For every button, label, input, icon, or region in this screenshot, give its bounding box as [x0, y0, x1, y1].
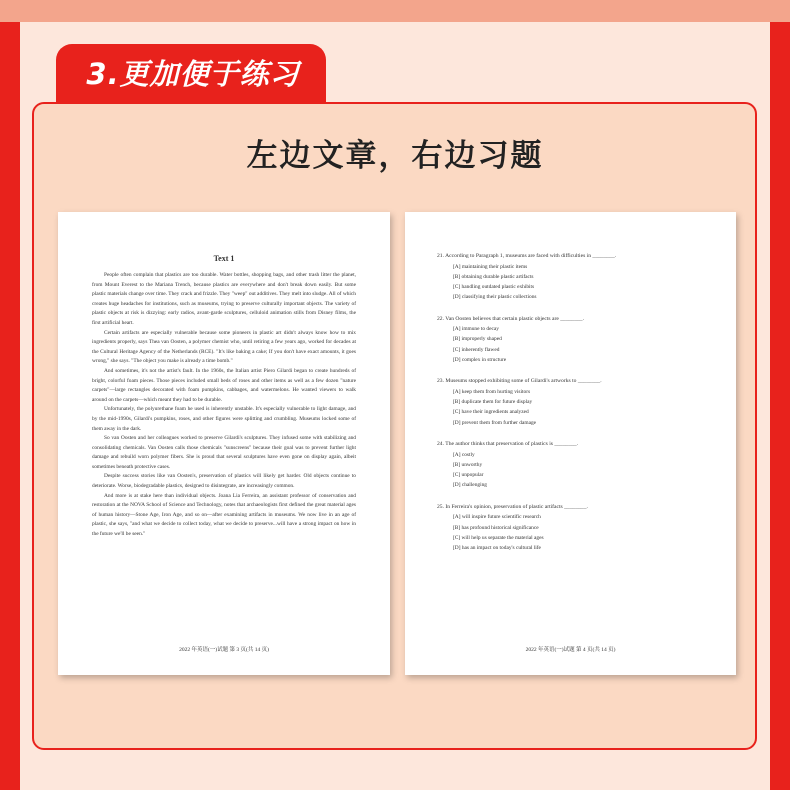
article-paragraph: People often complain that plastics are too durable. Water bottles, shopping bags, and other trash litter the planet, from Mount Everest to the Mariana Trench, because plastics are everywhere and don't break down easily. But some plastic materials change over time. They crack and frizzle. They "weep" out additives. They melt into sludge. All of which creates huge headaches for institutions, such as museums, trying to preserve culturally important objects. The variety of plastic objects at risk is dizzying: early radios, avant-garde sculptures, celluloid animation stills from Disney films, the first artificial heart. [92, 272, 356, 326]
article-paragraph: So van Oosten and her colleagues worked to preserve Gilardi's sculptures. They infused some with stabilizing and consolidating chemicals. Van Oosten calls those chemicals "sunscreens" because their goal was to prevent further light damage and rebuild worn polymer fibers. She is proud that several sculptures have even gone on display again, albeit sometimes beneath protective cases. [92, 435, 356, 470]
article-paragraph: And sometimes, it's not the artist's fault. In the 1960s, the Italian artist Piero Gilardi began to create hundreds of bright, colorful foam pieces. Those pieces included small beds of roses and other items as well as a few dozen "nature carpets"—large rectangles decorated with foam pumpkins, cabbages, and watermelons. He wanted viewers to walk around on the carpets—which meant they had to be durable. [92, 367, 356, 403]
answer-option: [A] will inspire future scientific research [453, 514, 541, 521]
answer-option: [D] challenging [453, 482, 487, 489]
answer-option: [B] obtaining durable plastic artifacts [453, 273, 534, 280]
answer-option: [B] improperly shaped [453, 336, 502, 343]
answer-option: [A] immune to decay [453, 326, 499, 333]
answer-option: [B] has profound historical significance [453, 524, 539, 531]
answer-option: [C] inherently flawed [453, 346, 500, 353]
article-paragraph: Certain artifacts are especially vulnerable because some pioneers in plastic art didn't always know how to mix ingredients properly, says Thea van Oosten, a polymer chemist who, until retiring a few years ago, worked for decades at the Cultural Heritage Agency of the Netherlands (RCE). "It's like baking a cake; If you don't have exact amounts, it goes wrong," she says. "The object you make is already a time bomb." [92, 329, 356, 365]
answer-option: [B] unworthy [453, 461, 483, 468]
answer-option: [C] unpopular [453, 472, 484, 479]
article-title: Text 1 [213, 254, 235, 263]
question-stem: 24. The author thinks that preservation of plastics is ________. [437, 441, 579, 448]
panel-title: 左边文章，右边习题 [246, 138, 544, 174]
top-band [0, 0, 790, 22]
answer-option: [D] classifying their plastic collections [453, 294, 537, 301]
article-paragraph: And more is at stake here than individual objects. Joana Lia Ferreira, an assistant professor of conservation and restoration at the NOVA School of Science and Technology, notes that archaeologists first defined the great material ages of human history—Stone Age, Iron Age, and so on—after examining artifacts in museums. We now live in an age of plastic, she says, "and what we decide to collect today, what we decide to preserve...will have a strong impact on how in the future we'll be seen." [92, 492, 356, 538]
answer-option: [D] has an impact on today's cultural life [453, 545, 541, 552]
article-paragraph: Unfortunately, the polyurethane foam he used is inherently unstable. It's especially vulnerable to light damage, and by the mid-1990s, Gilardi's pumpkins, roses, and other figures were splitting and crumbling. Museums locked some of them away in the dark. [92, 406, 356, 432]
article-paragraph: Despite success stories like van Oosten's, preservation of plastics will likely get harder. Old objects continue to deteriorate. Worse, biodegradable plastics, designed to disintegrate, are increasingly common. [92, 473, 356, 490]
question-stem: 23. Museums stopped exhibiting some of Gilardi's artworks to ________. [437, 378, 602, 385]
answer-option: [C] handling outdated plastic exhibits [453, 284, 535, 291]
question-stem: 22. Van Oosten believes that certain plastic objects are ________. [437, 315, 585, 322]
question-stem: 21. According to Paragraph 1, museums are faced with difficulties in ________. [437, 253, 617, 259]
answer-option: [A] keep them from hurting visitors [453, 388, 531, 395]
answer-option: [B] duplicate them for future display [453, 399, 533, 406]
section-header-label: 3.更加便于练习 [86, 57, 300, 91]
question-block [437, 377, 706, 428]
question-stem: 25. In Ferreira's opinion, preservation of plastic artifacts ________. [437, 503, 588, 510]
question-block [437, 315, 706, 366]
answer-option: [D] complex in structure [453, 357, 507, 364]
page-footer: 2022 年英语(一)试题 第 3 页(共 14 页) [179, 647, 269, 653]
page-footer: 2022 年英语(一)试题 第 4 页(共 14 页) [525, 647, 616, 653]
right-page-questions [405, 212, 736, 675]
left-page-article [58, 212, 390, 675]
question-block [437, 252, 706, 303]
answer-option: [A] costly [453, 451, 475, 458]
question-block [437, 440, 706, 491]
answer-option: [D] prevent them from further damage [453, 419, 537, 426]
question-block [437, 503, 706, 554]
answer-option: [C] have their ingredients analyzed [453, 409, 529, 416]
answer-option: [C] will help us separate the material ages [453, 534, 544, 541]
answer-option: [A] maintaining their plastic items [453, 263, 528, 270]
